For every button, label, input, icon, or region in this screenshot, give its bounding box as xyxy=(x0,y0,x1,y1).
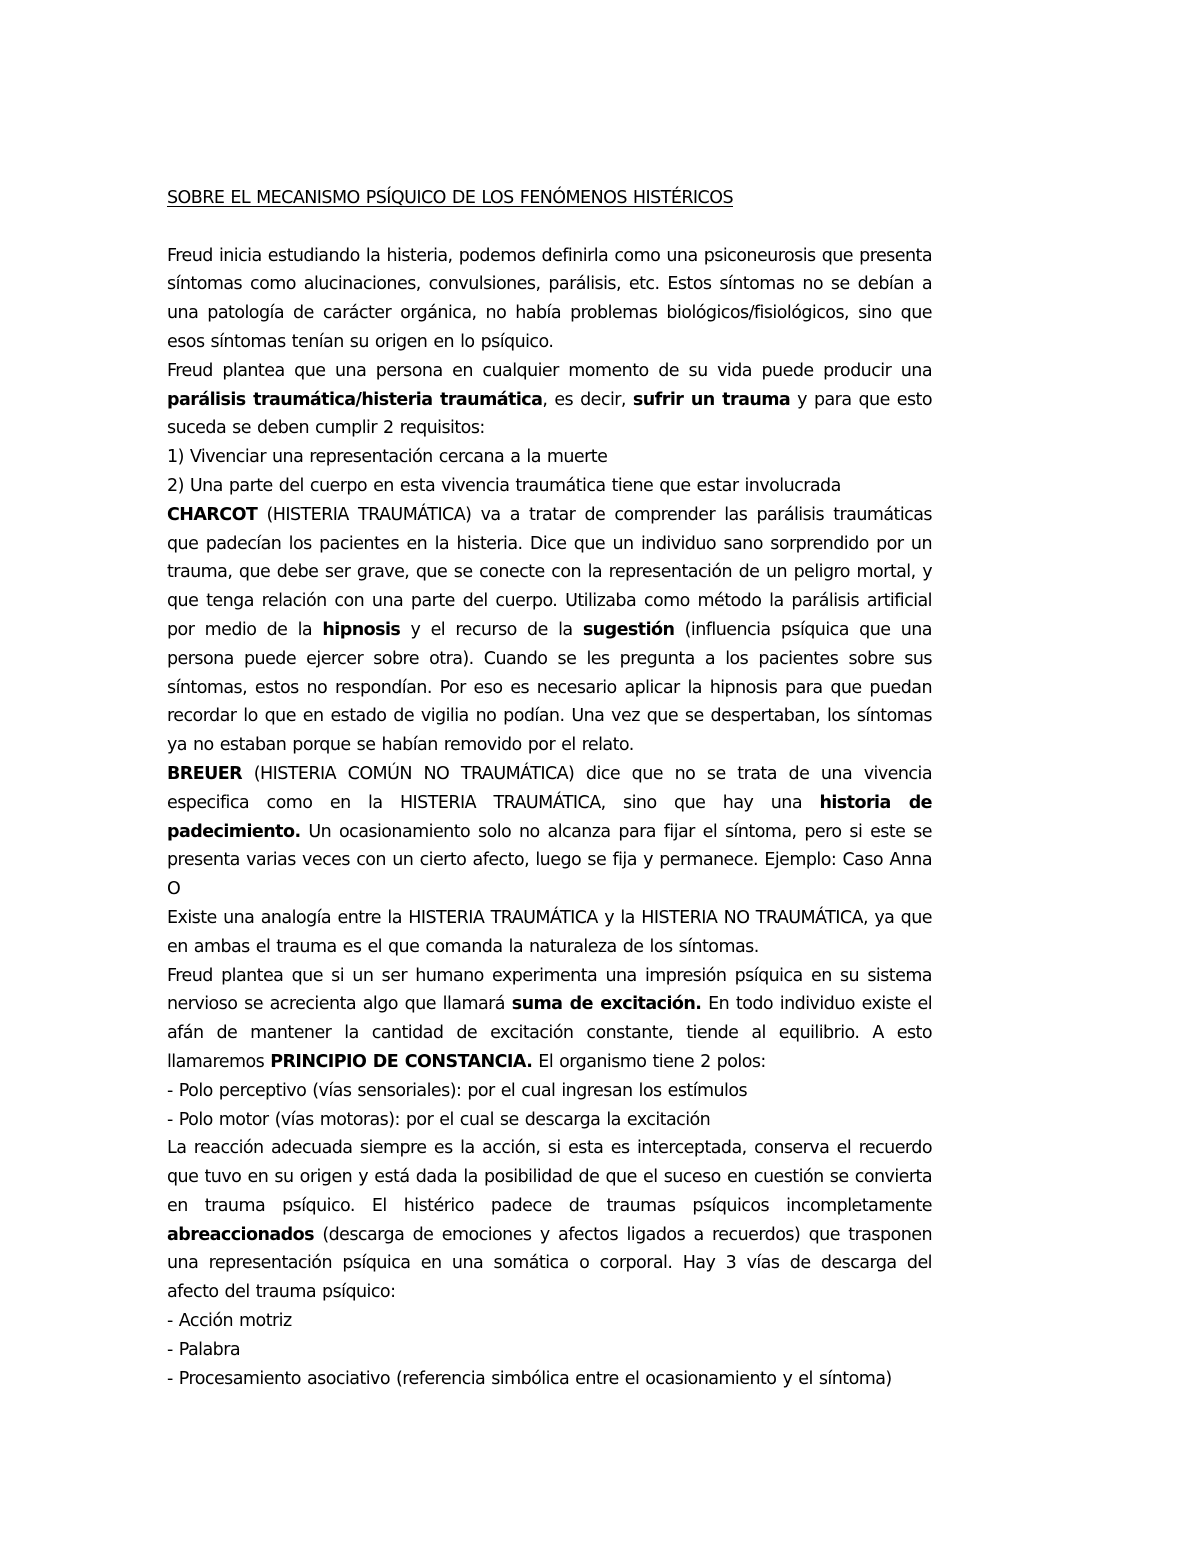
text-segment: Freud plantea que una persona en cualquier momento de su vida puede producir una xyxy=(167,360,932,381)
list-item-polo-motor: - Polo motor (vías motoras): por el cual se descarga la excitación xyxy=(167,1109,711,1130)
text-segment: (influencia psíquica que una persona puede ejercer sobre otra). Cuando se les pregunta a los pacientes sobre sus síntomas, estos no respondían. Por eso es necesario aplicar la hipnosis para que puedan recordar lo que en estado de vigilia no podían. Una vez que se despertaban, los síntomas ya no estaban porque se habían removido por el relato. xyxy=(167,619,932,756)
list-item-palabra: - Palabra xyxy=(167,1339,241,1360)
document-body xyxy=(167,184,932,1393)
text-segment: y el recurso de la xyxy=(400,619,583,640)
text-segment: , es decir, xyxy=(542,389,633,410)
paragraph-suma-excitacion xyxy=(167,962,932,1077)
paragraph-freud-trauma xyxy=(167,357,932,443)
bold-term-abreaccionados: abreaccionados xyxy=(167,1224,314,1245)
bold-term-charcot: CHARCOT xyxy=(167,504,258,525)
paragraph-analogia: Existe una analogía entre la HISTERIA TRAUMÁTICA y la HISTERIA NO TRAUMÁTICA, ya que en ambas el trauma es el que comanda la naturaleza de los síntomas. xyxy=(167,907,932,957)
text-segment: (HISTERIA COMÚN NO TRAUMÁTICA) dice que no se trata de una vivencia especifica como en la HISTERIA TRAUMÁTICA, sino que hay una xyxy=(167,763,932,813)
list-item-procesamiento-asociativo: - Procesamiento asociativo (referencia simbólica entre el ocasionamiento y el síntoma) xyxy=(167,1368,892,1389)
paragraph-charcot xyxy=(167,501,932,760)
text-segment: (descarga de emociones y afectos ligados a recuerdos) que trasponen una representación psíquica en una somática o corporal. Hay 3 vías de descarga del afecto del trauma psíquico: xyxy=(167,1224,932,1303)
list-item-polo-perceptivo: - Polo perceptivo (vías sensoriales): por el cual ingresan los estímulos xyxy=(167,1080,748,1101)
list-item-requisite-2: 2) Una parte del cuerpo en esta vivencia traumática tiene que estar involucrada xyxy=(167,475,841,496)
bold-term-principio-constancia: PRINCIPIO DE CONSTANCIA. xyxy=(270,1051,533,1072)
bold-term-sugestion: sugestión xyxy=(582,619,675,640)
document-title: SOBRE EL MECANISMO PSÍQUICO DE LOS FENÓMENOS HISTÉRICOS xyxy=(167,188,733,208)
text-segment: La reacción adecuada siempre es la acción, si esta es interceptada, conserva el recuerdo que tuvo en su origen y está dada la posibilidad de que el suceso en cuestión se convierta en trauma psíquico. El histérico padece de traumas psíquicos incompletamente xyxy=(167,1138,932,1216)
paragraph-breuer xyxy=(167,760,932,904)
bold-term-breuer: BREUER xyxy=(167,763,243,784)
text-segment: y para que esto suceda se deben cumplir 2 requisitos: xyxy=(167,389,933,439)
text-segment: Freud plantea que si un ser humano experimenta una impresión psíquica en su sistema nervioso se acrecienta algo que llamará xyxy=(167,965,932,1015)
text-segment: (HISTERIA TRAUMÁTICA) va a tratar de comprender las parálisis traumáticas que padecían los pacientes en la histeria. Dice que un individuo sano sorprendido por un trauma, que debe ser grave, que se conecte con la representación de un peligro mortal, y que tenga relación con una parte del cuerpo. Utilizaba como método la parálisis artificial por medio de la xyxy=(167,504,932,640)
text-segment: El organismo tiene 2 polos: xyxy=(532,1051,766,1072)
text-segment: Un ocasionamiento solo no alcanza para fijar el síntoma, pero si este se presenta varias veces con un cierto afecto, luego se fija y permanece. Ejemplo: Caso Anna O xyxy=(167,821,932,900)
text-segment: En todo individuo existe el afán de mantener la cantidad de excitación constante, tiende al equilibrio. A esto llamaremos xyxy=(167,994,933,1072)
paragraph-reaccion xyxy=(167,1134,932,1307)
bold-term-sufrir-trauma: sufrir un trauma xyxy=(632,389,791,410)
bold-term-historia-padecimiento: historia de padecimiento. xyxy=(167,792,933,842)
paragraph-intro: Freud inicia estudiando la histeria, podemos definirla como una psiconeurosis que presenta síntomas como alucinaciones, convulsiones, parálisis, etc. Estos síntomas no se debían a una patología de carácter orgánica, no había problemas biológicos/fisiológicos, sino que esos síntomas tenían su origen en lo psíquico. xyxy=(167,245,932,352)
bold-term-suma-excitacion: suma de excitación. xyxy=(511,994,702,1015)
bold-term-hipnosis: hipnosis xyxy=(322,619,401,640)
list-item-accion-motriz: - Acción motriz xyxy=(167,1311,292,1332)
bold-term-paralisis-traumatica: parálisis traumática/histeria traumática xyxy=(167,389,543,410)
list-item-requisite-1: 1) Vivenciar una representación cercana a la muerte xyxy=(167,447,608,468)
